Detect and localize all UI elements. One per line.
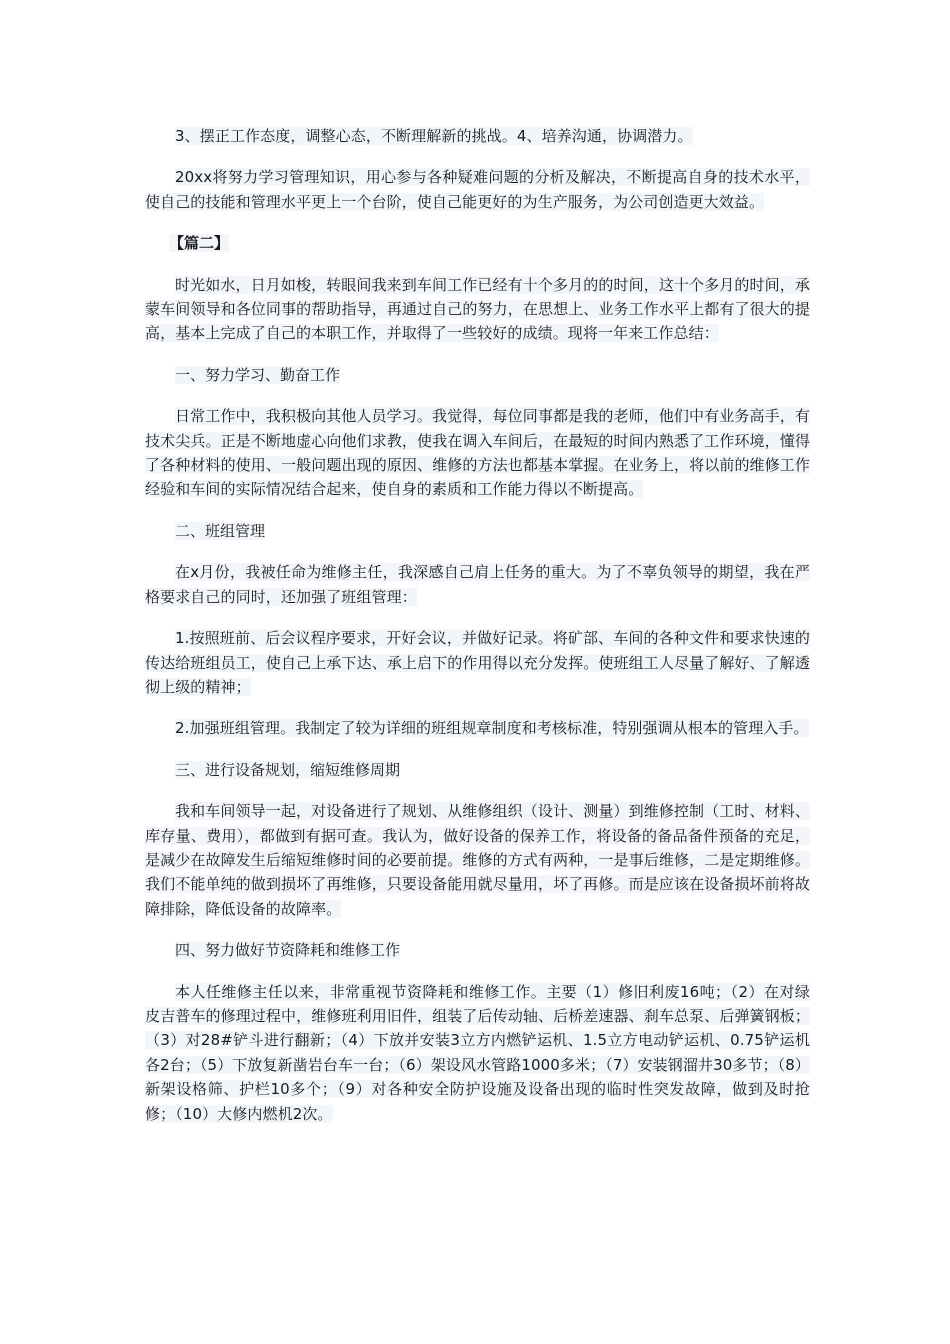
paragraph-intro	[145, 273, 810, 346]
paragraph-text: 我和车间领导一起，对设备进行了规划、从维修组织（设计、测量）到维修控制（工时、材料、库存量、费用），都做到有据可查。我认为，做好设备的保养工作，将设备的备品备件预备的充足，是减少在故障发生后缩短维修时间的必要前提。维修的方式有两种，一是事后维修，二是定期维修。我们不能单纯的做到损坏了再维修，只要设备能用就尽量用，坏了再修。而是应该在设备损坏前将故障排除，降低设备的故障率。	[145, 802, 810, 918]
heading-study-work	[145, 363, 810, 387]
paragraph-text: 2.加强班组管理。我制定了较为详细的班组规章制度和考核标准，特别强调从根本的管理入手。	[175, 719, 809, 738]
paragraph-text: 日常工作中，我积极向其他人员学习。我觉得，每位同事都是我的老师，他们中有业务高手，有技术尖兵。正是不断地虚心向他们求教，使我在调入车间后，在最短的时间内熟悉了工作环境，懂得了各种材料的使用、一般问题出现的原因、维修的方法也都基本掌握。在业务上，将以前的维修工作经验和车间的实际情况结合起来，使自身的素质和工作能力得以不断提高。	[145, 407, 810, 499]
paragraph-20xx-plan	[145, 165, 810, 214]
paragraph-item-3-4	[145, 124, 810, 148]
paragraph-text: 本人任维修主任以来，非常重视节资降耗和维修工作。主要（1）修旧利废16吨；（2）在对绿皮吉普车的修理过程中，维修班利用旧件，组装了后传动轴、后桥差速器、刹车总泵、后弹簧钢板；（3）对28#铲斗进行翻新；（4）下放并安装3立方内燃铲运机、1.5立方电动铲运机、0.75铲运机各2台；（5）下放复新凿岩台车一台；（6）架设风水管路1000多米；（7）安装钢溜井30多节；（8）新架设格筛、护栏10多个；（9）对各种安全防护设施及设备出现的临时性突发故障，做到及时抢修；（10）大修内燃机2次。	[145, 982, 810, 1123]
heading-text: 四、努力做好节资降耗和维修工作	[175, 941, 401, 960]
paragraph-text: 在x月份，我被任命为维修主任，我深感自己肩上任务的重大。为了不辜负领导的期望，我在严格要求自己的同时，还加强了班组管理：	[145, 563, 810, 606]
paragraph-text: 3、摆正工作态度，调整心态，不断理解新的挑战。4、培养沟通，协调潜力。	[175, 127, 693, 145]
paragraph-daily-work	[145, 404, 810, 502]
heading-text: 二、班组管理	[175, 521, 266, 540]
heading-text: 三、进行设备规划，缩短维修周期	[175, 760, 401, 779]
paragraph-point-1	[145, 626, 810, 699]
paragraph-equipment	[145, 799, 810, 921]
heading-cost-saving	[145, 938, 810, 962]
paragraph-point-2	[145, 716, 810, 740]
heading-text: 一、努力学习、勤奋工作	[175, 365, 341, 384]
paragraph-maintenance-list	[145, 980, 810, 1126]
paragraph-text: 20xx将努力学习管理知识，用心参与各种疑难问题的分析及解决，不断提高自身的技术水平，使自己的技能和管理水平更上一个台阶，使自己能更好的为生产服务，为公司创造更大效益。	[145, 168, 810, 211]
document-body	[145, 124, 810, 1126]
paragraph-appointment	[145, 560, 810, 609]
paragraph-text: 1.按照班前、后会议程序要求，开好会议，并做好记录。将矿部、车间的各种文件和要求快速的传达给班组员工，使自己上承下达、承上启下的作用得以充分发挥。使班组工人尽量了解好、了解透彻上级的精神；	[145, 629, 810, 696]
section-title-text: 【篇二】	[169, 234, 230, 253]
paragraph-text: 时光如水，日月如梭，转眼间我来到车间工作已经有十个多月的的时间，这十个多月的时间，承蒙车间领导和各位同事的帮助指导，再通过自己的努力，在思想上、业务工作水平上都有了很大的提高，基本上完成了自己的本职工作，并取得了一些较好的成绩。现将一年来工作总结：	[145, 275, 810, 343]
heading-team-management	[145, 519, 810, 543]
section-title-part-two	[145, 231, 810, 255]
heading-equipment-planning	[145, 758, 810, 782]
